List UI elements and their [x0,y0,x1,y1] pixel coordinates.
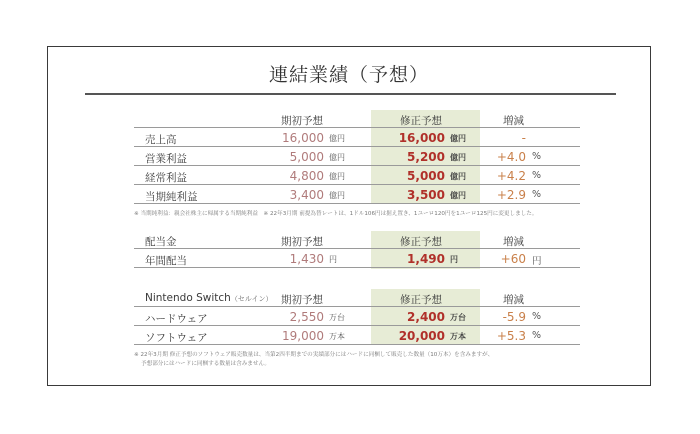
revised-unit: 円 [450,255,458,264]
switch-header-row [48,289,650,307]
row-divider [134,325,580,326]
initial-value: 4,800 [289,169,324,183]
initial-value: 5,000 [289,150,324,164]
table-row [48,148,650,166]
initial-unit: 億円 [329,153,345,162]
change-unit: % [532,311,542,322]
table-row [48,250,650,268]
change-value: +2.9 [496,188,526,202]
row-label: ハードウェア [145,313,208,325]
earnings-footnote: ※ 当期純利益：親会社株主に帰属する当期純利益 ※ 22年3月期 前提為替レートは、1ドル106円は据え置き、1ユーロ120円を1ユーロ125円に変更しました。 [134,211,538,217]
table-row [48,327,650,345]
header-change: 増減 [503,236,524,248]
row-label: 年間配当 [145,255,187,267]
row-label: ソフトウェア [145,332,208,344]
header-initial: 期初予想 [281,115,323,127]
header-revised: 修正予想 [400,115,442,127]
section-label [145,292,272,304]
row-divider [134,203,580,204]
revised-value: 2,400 [407,310,445,324]
header-revised: 修正予想 [400,294,442,306]
table-row [48,167,650,185]
change-value: - [521,131,526,145]
revised-value: 1,490 [407,252,445,266]
revised-unit: 億円 [450,153,466,162]
row-label: 営業利益 [145,153,187,165]
earnings-header-row [48,110,650,128]
dividend-header-row [48,231,650,249]
row-divider [134,146,580,147]
revised-value: 3,500 [407,188,445,202]
switch-footnote-line2: 予想部分にはハードに同梱する数量は含みません。 [141,361,270,367]
revised-value: 5,200 [407,150,445,164]
section-sublabel: （セルイン） [230,295,273,303]
initial-unit: 円 [329,255,337,264]
row-divider [134,127,580,128]
title-divider [85,93,616,95]
initial-unit: 億円 [329,172,345,181]
change-unit: % [532,170,542,181]
change-unit: % [532,330,542,341]
initial-value: 16,000 [282,131,324,145]
revised-unit: 億円 [450,134,466,143]
section-label: 配当金 [145,236,177,248]
change-value: +5.3 [496,329,526,343]
row-label: 当期純利益 [145,191,198,203]
row-divider [134,248,580,249]
slide-frame [47,46,651,386]
revised-value: 5,000 [407,169,445,183]
initial-unit: 万本 [329,332,345,341]
revised-unit: 億円 [450,191,466,200]
initial-value: 2,550 [289,310,324,324]
header-revised: 修正予想 [400,236,442,248]
initial-unit: 億円 [329,191,345,200]
revised-unit: 万本 [450,332,466,341]
change-unit: % [532,151,542,162]
change-value: +4.0 [496,150,526,164]
row-divider [134,306,580,307]
revised-unit: 億円 [450,172,466,181]
table-row [48,186,650,204]
revised-value: 20,000 [398,329,445,343]
initial-value: 1,430 [289,252,324,266]
row-label: 経常利益 [145,172,187,184]
header-initial: 期初予想 [281,294,323,306]
header-change: 増減 [503,115,524,127]
page-title: 連結業績（予想） [268,64,429,86]
initial-value: 19,000 [282,329,324,343]
row-divider [134,344,580,345]
row-divider [134,267,580,268]
table-row [48,129,650,147]
switch-footnote-line1: ※ 22年3月期 修正予想のソフトウェア販売数量は、当第2四半期までの実績部分にはハードに同梱して販売した数量（10万本）を含みますが、 [134,352,494,358]
change-unit: 円 [532,256,542,267]
revised-unit: 万台 [450,313,466,322]
revised-value: 16,000 [398,131,445,145]
row-divider [134,165,580,166]
change-value: -5.9 [502,310,526,324]
change-value: +4.2 [496,169,526,183]
table-row [48,308,650,326]
change-value: +60 [500,252,526,266]
change-unit: % [532,189,542,200]
row-label: 売上高 [145,134,177,146]
header-initial: 期初予想 [281,236,323,248]
initial-unit: 億円 [329,134,345,143]
section-label-text: Nintendo Switch [145,292,231,304]
initial-unit: 万台 [329,313,345,322]
initial-value: 3,400 [289,188,324,202]
header-change: 増減 [503,294,524,306]
row-divider [134,184,580,185]
